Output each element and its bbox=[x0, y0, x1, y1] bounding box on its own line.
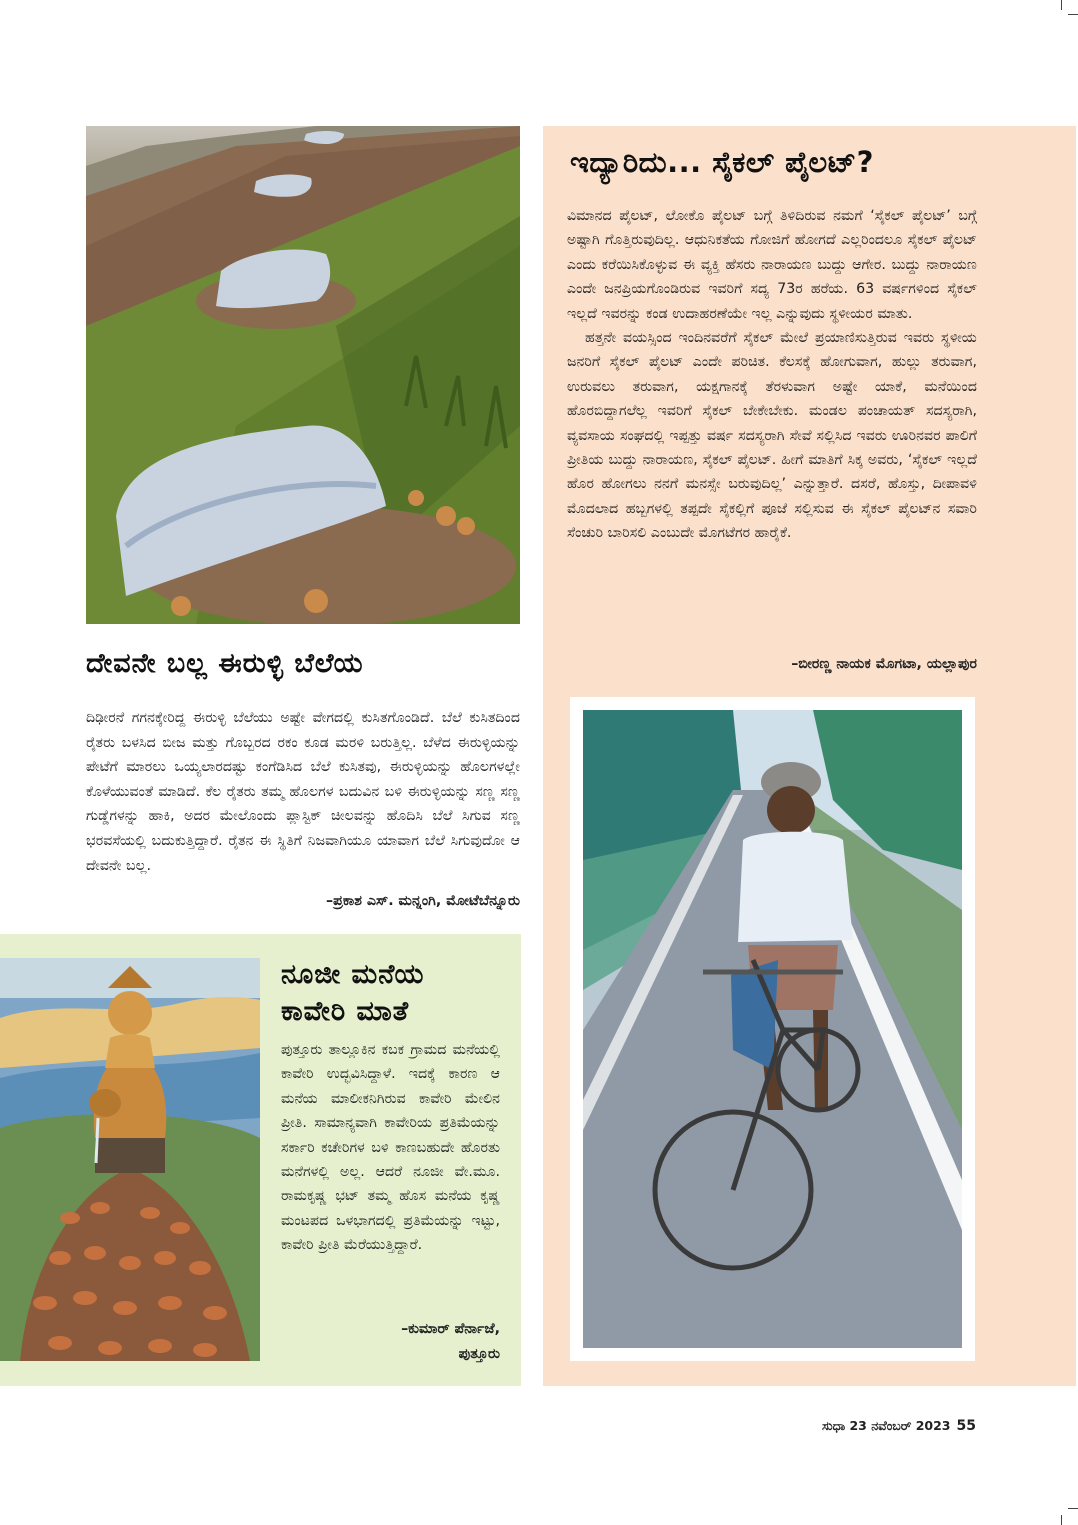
cycle-story-paragraph-1: ವಿಮಾನದ ಪೈಲಟ್, ಲೋಕೊ ಪೈಲಟ್ ಬಗ್ಗೆ ತಿಳಿದಿರುವ ನಮಗೆ ‘ಸೈಕಲ್ ಪೈಲಟ್’ ಬಗ್ಗೆ ಅಷ್ಟಾಗಿ ಗೊತ್ತಿರುವುದಿಲ್ಲ. ಆಧುನಿಕತೆಯ ಗೋಜಿಗೆ ಹೋಗದೆ ಎಲ್ಲರಿಂದಲೂ ಸೈಕಲ್ ಪೈಲಟ್ ಎಂದು ಕರೆಯಿಸಿಕೊಳ್ಳುವ ಈ ವ್ಯಕ್ತಿ ಹೆಸರು ನಾರಾಯಣ ಬುದ್ದು ಆಗೇರ. ಬುದ್ದು ನಾರಾಯಣ ಎಂದೇ ಜನಪ್ರಿಯಗೊಂಡಿರುವ ಇವರಿಗೆ ಸದ್ಯ 73ರ ಹರೆಯ. 63 ವರ್ಷಗಳಿಂದ ಸೈಕಲ್ ಇಲ್ಲದೆ ಇವರನ್ನು ಕಂಡ ಉದಾಹರಣೆಯೇ ಇಲ್ಲ ಎನ್ನುವುದು ಸ್ಥಳೀಯರ ಮಾತು. bbox=[567, 208, 977, 322]
onion-photo bbox=[86, 126, 520, 624]
page-number: 55 bbox=[956, 1418, 976, 1434]
page-footer bbox=[700, 1418, 976, 1434]
cycle-story-paragraph-2: ಹತ್ತನೇ ವಯಸ್ಸಿಂದ ಇಂದಿನವರೆಗೆ ಸೈಕಲ್ ಮೇಲೆ ಪ್ರಯಾಣಿಸುತ್ತಿರುವ ಇವರು ಸ್ಥಳೀಯ ಜನರಿಗೆ ಸೈಕಲ್ ಪೈಲಟ್ ಎಂದೇ ಪರಿಚಿತ. ಕೆಲಸಕ್ಕೆ ಹೋಗುವಾಗ, ಹುಲ್ಲು ತರುವಾಗ, ಉರುವಲು ತರುವಾಗ, ಯಕ್ಷಗಾನಕ್ಕೆ ತೆರಳುವಾಗ ಅಷ್ಟೇ ಯಾಕೆ, ಮನೆಯಿಂದ ಹೊರಬಿದ್ದಾಗಲೆಲ್ಲ ಇವರಿಗೆ ಸೈಕಲ್ ಬೇಕೇಬೇಕು. ಮಂಡಲ ಪಂಚಾಯತ್ ಸದಸ್ಯರಾಗಿ, ವ್ಯವಸಾಯ ಸಂಘದಲ್ಲಿ ಇಪ್ಪತ್ತು ವರ್ಷ ಸದಸ್ಯರಾಗಿ ಸೇವೆ ಸಲ್ಲಿಸಿದ ಇವರು ಊರಿನವರ ಪಾಲಿಗೆ ಪ್ರೀತಿಯ ಬುದ್ದು ನಾರಾಯಣ, ಸೈಕಲ್ ಪೈಲಟ್. ಹೀಗೆ ಮಾತಿಗೆ ಸಿಕ್ಕ ಅವರು, ‘ಸೈಕಲ್ ಇಲ್ಲದೆ ಹೊರ ಹೋಗಲು ನನಗೆ ಮನಸ್ಸೇ ಬರುವುದಿಲ್ಲ’ ಎನ್ನುತ್ತಾರೆ. ದಸರೆ, ಹೊಸ್ತು, ದೀಪಾವಳಿ ಮೊದಲಾದ ಹಬ್ಬಗಳಲ್ಲಿ ತಪ್ಪದೇ ಸೈಕಲ್ಲಿಗೆ ಪೂಜೆ ಸಲ್ಲಿಸುವ ಈ ಸೈಕಲ್ ಪೈಲಟ್‌ನ ಸವಾರಿ ಸೆಂಚುರಿ ಬಾರಿಸಲಿ ಎಂಬುದೇ ಮೊಗಟೆಗರ ಹಾರೈಕೆ. bbox=[567, 330, 977, 542]
onion-story-byline: –ಪ್ರಕಾಶ ಎಸ್. ಮನ್ನಂಗಿ, ಮೋಟೆಬೆನ್ನೂರು bbox=[326, 893, 520, 909]
crop-mark bbox=[1061, 0, 1062, 10]
crop-mark bbox=[1068, 1508, 1078, 1509]
cycle-story-byline: –ಬೀರಣ್ಣ ನಾಯಕ ಮೊಗಟಾ, ಯಲ್ಲಾಪುರ bbox=[791, 656, 977, 672]
cycle-story-title: ಇದ್ಯಾರಿದು... ಸೈಕಲ್ ಪೈಲಟ್? bbox=[570, 145, 874, 179]
onion-story-body: ದಿಢೀರನೆ ಗಗನಕ್ಕೇರಿದ್ದ ಈರುಳ್ಳಿ ಬೆಲೆಯು ಅಷ್ಟೇ ವೇಗದಲ್ಲಿ ಕುಸಿತಗೊಂಡಿದೆ. ಬೆಲೆ ಕುಸಿತದಿಂದ ರೈತರು ಬಳಸಿದ ಬೀಜ ಮತ್ತು ಗೊಬ್ಬರದ ರಕಂ ಕೂಡ ಮರಳಿ ಬರುತ್ತಿಲ್ಲ. ಬೆಳೆದ ಈರುಳ್ಳಿಯನ್ನು ಪೇಟೆಗೆ ಮಾರಲು ಒಯ್ಯಲಾರದಷ್ಟು ಕಂಗೆಡಿಸಿದ ಬೆಲೆ ಕುಸಿತವು, ಈರುಳ್ಳಿಯನ್ನು ಹೊಲಗಳಲ್ಲೇ ಕೊಳೆಯುವಂತೆ ಮಾಡಿದೆ. ಕೆಲ ರೈತರು ತಮ್ಮ ಹೊಲಗಳ ಬದುವಿನ ಬಳಿ ಈರುಳ್ಳಿಯನ್ನು ಸಣ್ಣ ಸಣ್ಣ ಗುಡ್ಡೆಗಳನ್ನು ಹಾಕಿ, ಅದರ ಮೇಲೊಂದು ಪ್ಲಾಸ್ಟಿಕ್ ಚೀಲವನ್ನು ಹೊದಿಸಿ ಬೆಲೆ ಸಿಗುವ ಸಣ್ಣ ಭರವಸೆಯಲ್ಲಿ ಬದುಕುತ್ತಿದ್ದಾರೆ. ರೈತನ ಈ ಸ್ಥಿತಿಗೆ ನಿಜವಾಗಿಯೂ ಯಾವಾಗ ಬೆಲೆ ಸಿಗುವುದೋ ಆ ದೇವನೇ ಬಲ್ಲ. bbox=[86, 710, 520, 874]
cycle-story-body bbox=[567, 204, 977, 546]
kaveri-story-byline-place: ಪುತ್ತೂರು bbox=[458, 1346, 500, 1362]
kaveri-title-line-2: ಕಾವೇರಿ ಮಾತೆ bbox=[281, 996, 410, 1027]
kaveri-title-line-1: ನೂಜೀ ಮನೆಯ bbox=[281, 959, 425, 990]
crop-mark bbox=[1061, 1515, 1062, 1525]
kaveri-photo bbox=[0, 958, 260, 1361]
kaveri-story-byline: –ಕುಮಾರ್ ಪೆರ್ನಾಜೆ, bbox=[401, 1321, 500, 1337]
kaveri-story-body: ಪುತ್ತೂರು ತಾಲ್ಲೂಕಿನ ಕಬಕ ಗ್ರಾಮದ ಮನೆಯಲ್ಲಿ ಕಾವೇರಿ ಉದ್ಭವಿಸಿದ್ದಾಳೆ. ಇದಕ್ಕೆ ಕಾರಣ ಆ ಮನೆಯ ಮಾಲೀಕನಿಗಿರುವ ಕಾವೇರಿ ಮೇಲಿನ ಪ್ರೀತಿ. ಸಾಮಾನ್ಯವಾಗಿ ಕಾವೇರಿಯ ಪ್ರತಿಮೆಯನ್ನು ಸರ್ಕಾರಿ ಕಚೇರಿಗಳ ಬಳಿ ಕಾಣಬಹುದೇ ಹೊರತು ಮನೆಗಳಲ್ಲಿ ಅಲ್ಲ. ಆದರೆ ನೂಜೀ ವೇ.ಮೂ. ರಾಮಕೃಷ್ಣ ಭಟ್ ತಮ್ಮ ಹೊಸ ಮನೆಯ ಕೃಷ್ಣ ಮಂಟಪದ ಒಳಭಾಗದಲ್ಲಿ ಪ್ರತಿಮೆಯನ್ನು ಇಟ್ಟು, ಕಾವೇರಿ ಪ್ರೀತಿ ಮೆರೆಯುತ್ತಿದ್ದಾರೆ. bbox=[281, 1042, 500, 1254]
magazine-issue: ಸುಧಾ 23 ನವೆಂಬರ್ 2023 bbox=[822, 1418, 951, 1433]
kaveri-story-title bbox=[281, 956, 513, 1030]
cycle-photo bbox=[583, 710, 962, 1348]
crop-mark bbox=[1068, 14, 1078, 15]
onion-story-title: ದೇವನೇ ಬಲ್ಲ ಈರುಳ್ಳಿ ಬೆಲೆಯ bbox=[86, 648, 364, 679]
